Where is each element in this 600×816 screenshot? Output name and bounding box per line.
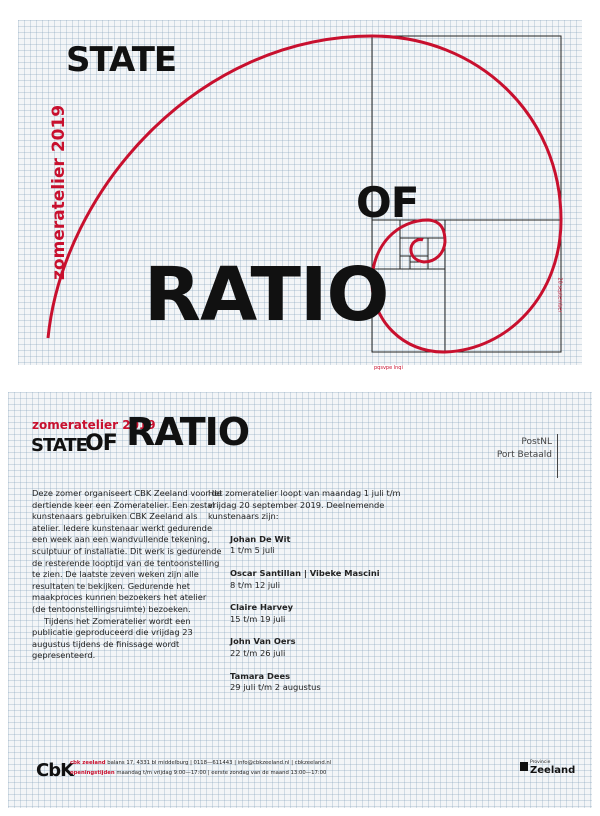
artist-dates: 29 juli t/m 2 augustus — [230, 682, 321, 693]
front-bottom-small: pqsvpe lnqi — [374, 365, 403, 371]
footer-address: balans 17, 4331 bl middelburg | 0118—611443 | info@cbkzeeland.nl | cbkzeeland.nl — [107, 760, 332, 766]
footer-contact — [70, 758, 331, 778]
cbk-logo: CbK — [36, 760, 74, 781]
artist-list — [208, 534, 408, 694]
footer-line-1 — [70, 758, 331, 768]
back-postcard — [8, 392, 592, 808]
front-postcard — [18, 20, 582, 371]
footer-hours: maandag t/m vrijdag 9:00—17:00 | eerste zondag van de maand 13:00—17:00 — [116, 770, 327, 776]
back-title-ratio: RATIO — [126, 410, 250, 454]
front-title-state: STATE — [66, 40, 177, 80]
schedule-intro: Het zomeratelier loopt van maandag 1 juli t/m vrijdag 20 september 2019. Deelnemende kunstenaars zijn: — [208, 488, 401, 522]
description-column — [32, 488, 222, 662]
artist-item — [230, 636, 408, 659]
front-side-small: 20 september — [556, 277, 563, 313]
back-kicker: zomeratelier 2019 — [32, 418, 156, 432]
front-title-ratio: RATIO — [144, 252, 389, 338]
sponsor-big: Zeeland — [530, 765, 576, 776]
schedule-column — [208, 488, 408, 705]
front-side-label: zomeratelier 2019 — [49, 104, 69, 280]
provincie-zeeland-logo — [520, 760, 575, 776]
artist-item — [230, 602, 408, 625]
postage-block — [497, 436, 552, 462]
front-title-of: OF — [356, 178, 419, 227]
artist-name: John Van Oers — [230, 636, 296, 647]
artist-name: Tamara Dees — [230, 670, 291, 681]
footer-org: cbk zeeland — [70, 760, 106, 766]
back-title-of: OF — [85, 431, 117, 456]
artist-name: Johan De Wit — [230, 533, 291, 544]
footer-line-2 — [70, 768, 331, 778]
artist-item — [230, 671, 408, 694]
postage-line-2: Port Betaald — [496, 450, 552, 460]
description-paragraph-1: Deze zomer organiseert CBK Zeeland voor de dertiende keer een Zomeratelier. Een zestal kunstenaars gebruiken CBK Zeeland als atelier. Iedere kunstenaar werkt gedurende een week aan een wandvullende tekening, sculptuur of installatie. Dit werk is gedurende de resterende looptijd van de tentoonstelling te zien. De laatste zeven weken zijn alle resultaten te bekijken. Gedurende het maakproces kunnen bezoekers het atelier (de tentoonstellingsruimte) bezoeken. — [32, 488, 222, 614]
description-paragraph-2: Tijdens het Zomeratelier wordt een publicatie geproduceerd die vrijdag 23 augustus tijdens de finissage wordt gepresenteerd. — [32, 615, 193, 661]
zeeland-mark-icon — [520, 762, 528, 771]
back-title-state: STATE — [31, 435, 87, 456]
postage-line-1: PostNL — [521, 437, 552, 447]
artist-dates: 8 t/m 12 juli — [230, 579, 281, 590]
postage-divider — [557, 434, 558, 478]
artist-name: Oscar Santillan | Vibeke Mascini — [230, 567, 380, 578]
artist-dates: 15 t/m 19 juli — [230, 613, 286, 624]
artist-dates: 1 t/m 5 juli — [230, 545, 275, 556]
artist-name: Claire Harvey — [230, 602, 294, 613]
footer-hours-label: openingstijden — [70, 770, 115, 776]
sponsor-small: Provincie — [530, 760, 551, 765]
artist-item — [230, 534, 408, 557]
artist-dates: 22 t/m 26 juli — [230, 647, 286, 658]
artist-item — [230, 568, 408, 591]
